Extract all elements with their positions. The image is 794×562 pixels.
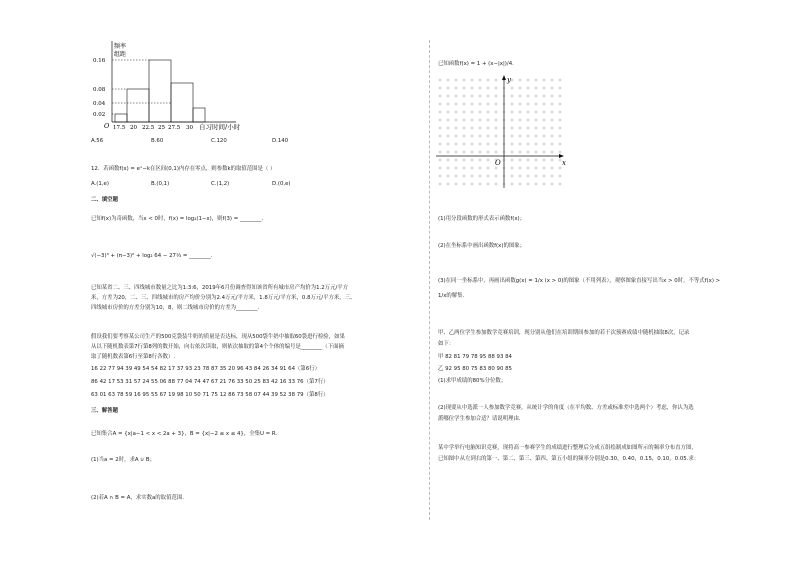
- choice-a-11: A.56: [91, 138, 104, 144]
- question-16: 从以下随机数表第7行第8列的数开始，向右依次读取，则依次抽取的第4个个体的编号是________（下面摘: [91, 344, 344, 350]
- choice-b-11: B.60: [151, 138, 164, 144]
- question-15: 米，方差为20，二、三、四线城市的房产均价分别为2.4万元/平方米，1.8万元/平方米，0.8万元/平方米，三、: [91, 295, 356, 301]
- section-heading-answer: 三、解答题: [91, 408, 118, 414]
- random-number-row: 63 01 63 78 59 16 95 55 67 19 98 10 50 71 75 12 86 73 58 07 44 39 52 38 79（第8行）: [91, 392, 329, 398]
- question-18-part-3: (3)在同一坐标系中，再画出函数g(x) = 1/x (x > 0)的图象（不用列表），观察图象直接写出当x > 0时，不等式f(x) >: [438, 278, 721, 284]
- score-row-jia: 甲 82 81 79 78 95 88 93 84: [438, 354, 512, 360]
- choice-b-12: B.(0,1): [151, 181, 170, 187]
- histogram-bar: [171, 83, 193, 122]
- histogram-xtick: 27.5: [168, 125, 181, 130]
- question-20: 已知图中从左到右的第一、第二、第三、第四、第五小组的频率分别是0.30，0.40，0.15，0.10，0.05.求：: [438, 456, 700, 462]
- histogram-origin: O: [104, 122, 110, 130]
- question-15: 已知某省二、三、四线城市数量之比为1:3:6，2019年6月份调查得知该省所有城市房产均价为1.2万元/平方: [91, 285, 349, 291]
- random-number-row: 86 42 17 53 31 57 24 55 06 88 77 04 74 47 67 21 76 33 50 25 83 42 16 33 76（第7行）: [91, 379, 329, 385]
- x-axis-label: x: [562, 159, 566, 167]
- y-axis-label: y: [507, 76, 511, 84]
- question-20: 某中学举行电脑知识竞赛，现将高一参赛学生的成绩进行整理后分成五组绘制成如图所示的频率分布直方图，: [438, 445, 697, 451]
- histogram-bar: [127, 89, 149, 122]
- question-19-part-2: 派哪位学生参加合适？请说明理由.: [438, 416, 521, 422]
- histogram-bar: [193, 108, 205, 122]
- question-19-part-1: (1)求甲成绩的80%分位数；: [438, 378, 507, 384]
- histogram-bar: [149, 60, 171, 122]
- histogram-xtick: 25: [158, 125, 165, 130]
- grid-origin: O: [495, 159, 501, 167]
- question-18-part-2: (2)在坐标系中画出函数f(x)的图象；: [438, 243, 526, 249]
- histogram-ytick: 0.04: [93, 101, 106, 107]
- question-18: 已知函数f(x) = 1 + (x−|x|)/4.: [438, 61, 514, 67]
- choice-d-12: D.(0,e): [272, 181, 291, 187]
- question-17-part-1: (1)当a = 2时，求A ∪ B；: [91, 457, 156, 463]
- question-13: 已知f(x)为奇函数，当x < 0时，f(x) = log₂(1−x)，则f(3) = ________.: [91, 216, 264, 222]
- histogram-xtick: 17.5: [113, 125, 126, 130]
- question-12: 12．若函数f(x) = eˣ−k在区间(0,1)内存在零点，则参数k的取值范围是（ ）: [91, 166, 276, 172]
- choice-d-11: D.140: [272, 138, 289, 144]
- question-18-part-1: (1)用分段函数的形式表示函数f(x)；: [438, 216, 526, 222]
- histogram-ylabel: 频率: [114, 43, 127, 50]
- question-16: 取了随机数表第6行至第8行各数）.: [91, 354, 176, 360]
- histogram-ylabel: 组距: [114, 51, 127, 58]
- question-16: 假设我们要考察某公司生产的500克袋装牛奶的质量是否达标，现从500袋牛奶中抽取60袋进行检验，如果: [91, 334, 345, 340]
- choice-c-11: C.120: [211, 138, 227, 144]
- question-19-part-2: (2)现要从中选派一人参加数学竞赛，从统计学的角度（在平均数、方差或标准差中选两个）考虑，你认为选: [438, 405, 694, 411]
- section-heading-fill-in: 二、填空题: [91, 197, 118, 203]
- histogram-xlabel: 自习时间/小时: [199, 123, 241, 130]
- coordinate-grid: [434, 72, 574, 192]
- question-14: √(−3)³ + (π−3)⁰ + log₂ 64 − 27⅓ = ________.: [91, 253, 213, 259]
- choice-a-12: A.(1,e): [91, 181, 109, 187]
- question-19: 甲、乙两位学生参加数学竞赛培训，现分别从他们在培训期间参加的若干次预赛成绩中随机抽取8次，记录: [438, 330, 690, 336]
- question-18-part-3: 1/x的解集.: [438, 293, 465, 299]
- frequency-histogram: [86, 38, 286, 130]
- histogram-ytick: 0.02: [93, 112, 106, 118]
- choice-c-12: C.(1,2): [211, 181, 230, 187]
- random-number-row: 16 22 77 94 39 49 54 54 82 17 37 93 23 78 87 35 20 96 43 84 26 34 91 64（第6行）: [91, 366, 321, 372]
- question-19: 如下：: [438, 341, 455, 347]
- histogram-ytick: 0.16: [93, 58, 106, 64]
- score-row-yi: 乙 92 95 80 75 83 80 90 85: [438, 366, 512, 372]
- question-17-part-2: (2)若A ∩ B = A，求实数a的取值范围.: [91, 495, 184, 501]
- column-divider: [429, 40, 430, 520]
- histogram-ytick: 0.08: [93, 87, 106, 93]
- histogram-xtick: 20: [130, 125, 137, 130]
- histogram-xtick: 30: [186, 125, 193, 130]
- question-15: 四线城市房价的方差分别为10，8，则二线城市房价的方差为________.: [91, 305, 260, 311]
- question-17: 已知集合A = {x|a−1 < x < 2a + 3}，B = {x|−2 ≤ x ≤ 4}，全集U = R.: [91, 431, 278, 437]
- histogram-bar: [115, 114, 127, 122]
- histogram-xtick: 22.5: [142, 125, 155, 130]
